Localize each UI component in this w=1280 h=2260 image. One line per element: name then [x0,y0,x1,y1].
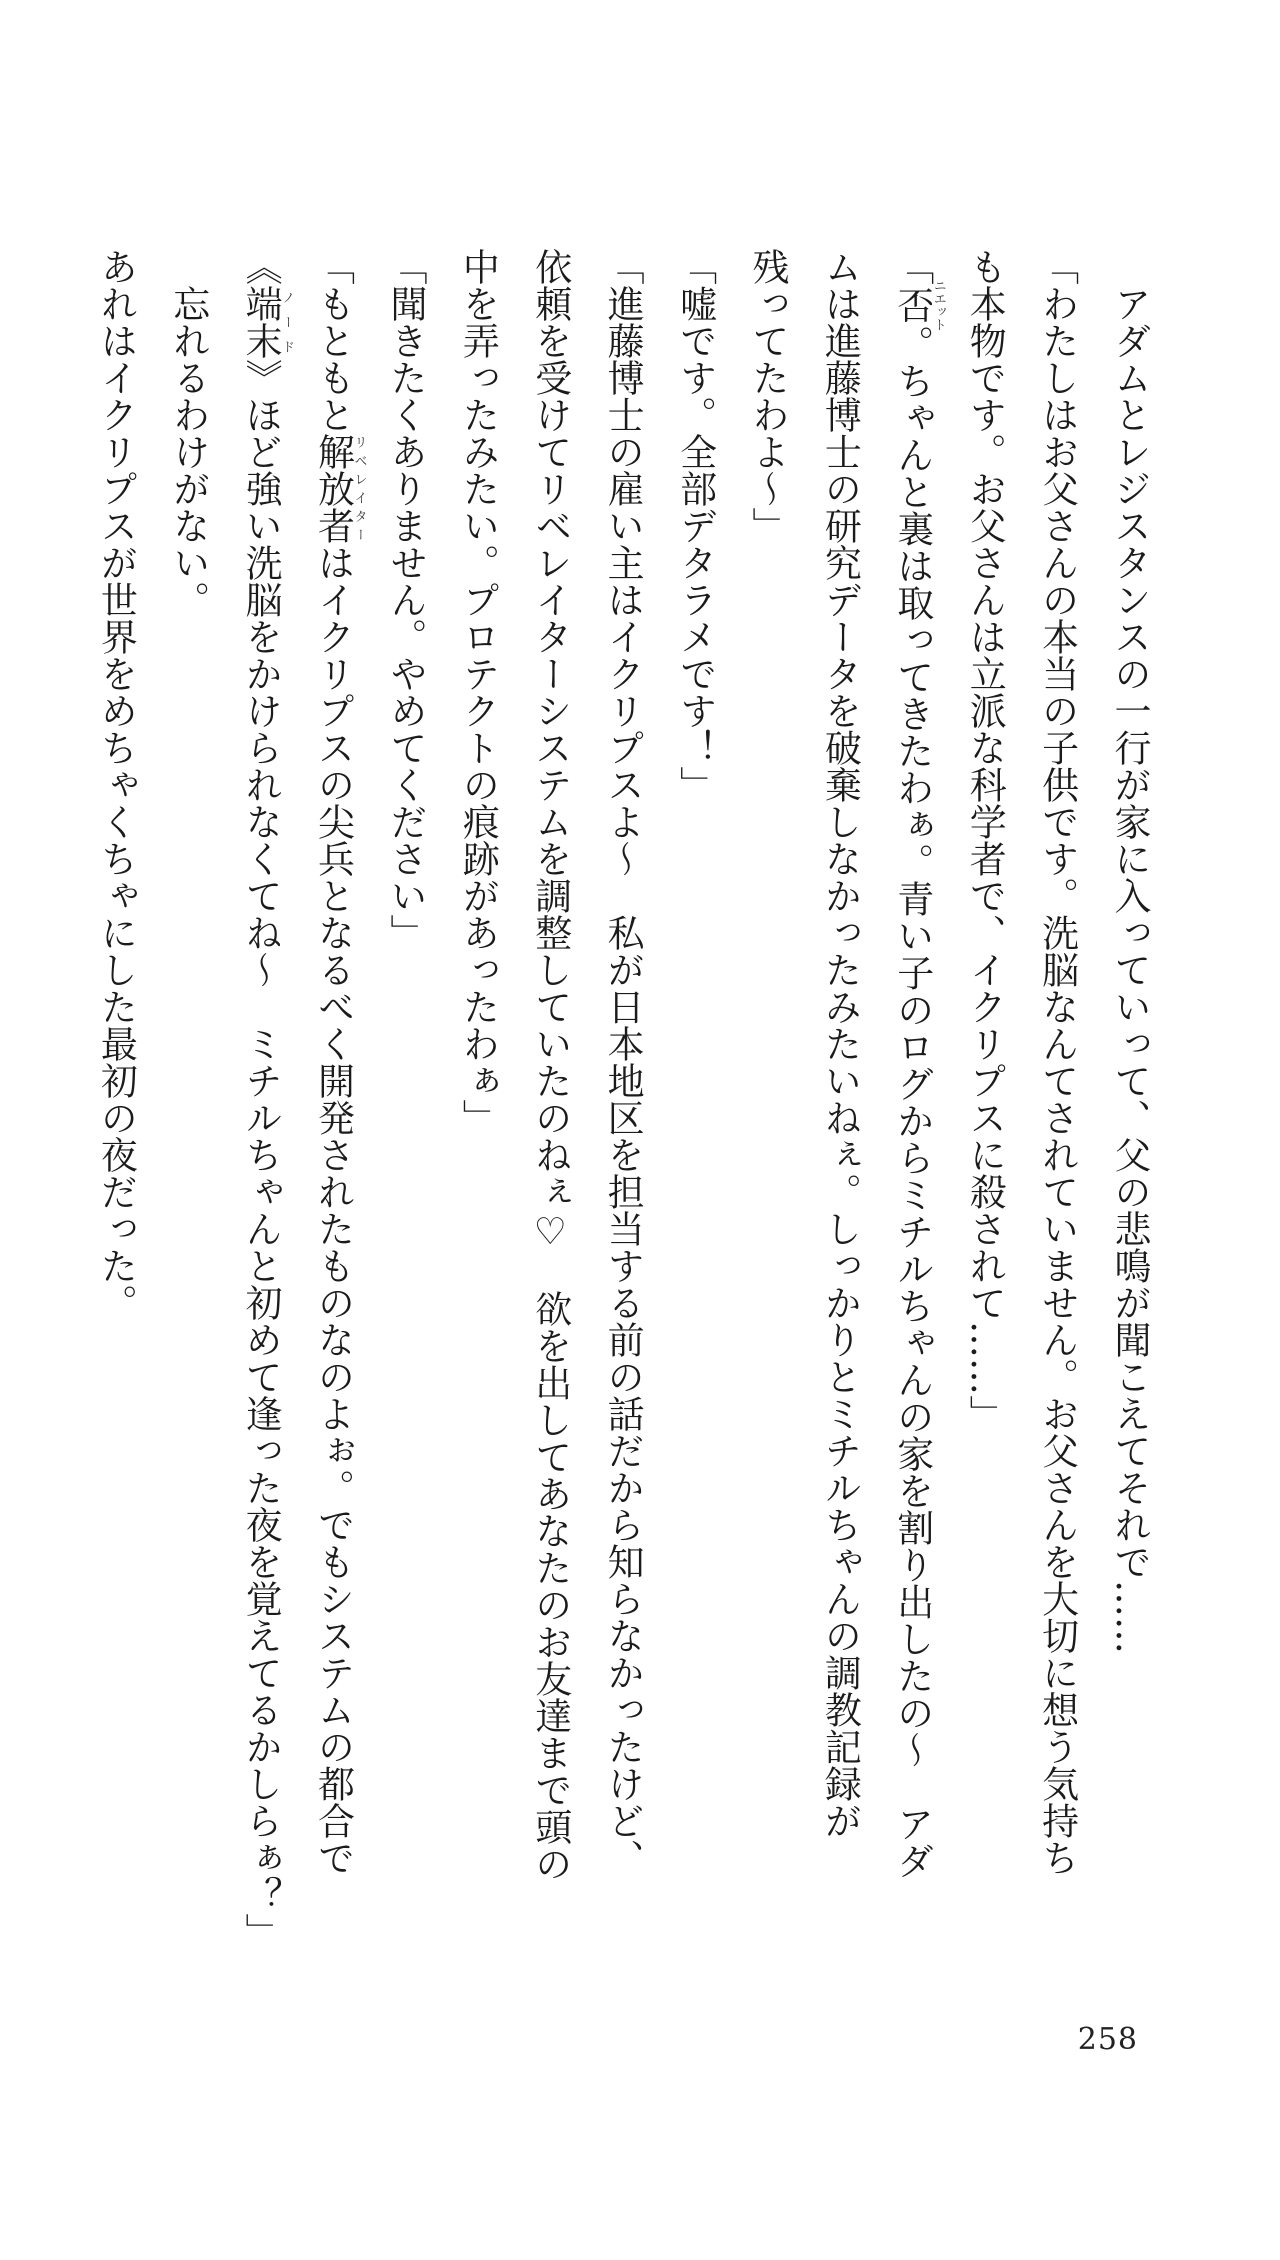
text-line: 残ってたわよ〜」 [745,248,789,544]
text-line: 「嘘です。全部デタラメです！」 [673,248,717,803]
text-line: も本物です。お父さんは立派な科学者で、イクリプスに殺されて……」 [963,248,1007,1432]
ruby-annotation: 否ニエット [890,279,946,331]
page-number: 258 [1077,2022,1138,2057]
text-line: 中を弄ったみたい。プロテクトの痕跡があったわぁ」 [456,248,500,1136]
ruby-annotation: 解放者リベレイター [311,433,367,544]
text-line: 「聞きたくありません。やめてください」 [383,248,427,951]
vertical-text-body [94,248,1165,2070]
text-line: 《端末ノード》ほど強い洗脳をかけられなくてね〜 ミチルちゃんと初めて逢った夜を覚えてるかしらぁ？」 [239,248,295,1950]
ruby-annotation: 端末ノード [239,285,295,359]
text-line: 依頼を受けてリベレイターシステムを調整していたのねぇ♡ 欲を出してあなたのお友達まで頭の [528,248,572,1882]
ruby-reading: ノード [279,285,295,359]
text-line: ムは進藤博士の研究データを破棄しなかったみたいねぇ。しっかりとミチルちゃんの調教記録が [818,248,862,1839]
text-line: アダムとレジスタンスの一行が家に入っていって、父の悲鳴が聞こえてそれで…… [1108,285,1151,1654]
text-line: 「進藤博士の雇い主はイクリプスよ〜 私が日本地区を担当する前の話だから知らなかったけど、 [601,248,645,1876]
text-line: 「否ニエット。ちゃんと裏は取ってきたわぁ。青い子のログからミチルちゃんの家を割り出したの〜 アダ [890,248,946,1879]
text-line: 「わたしはお父さんの本当の子供です。洗脳なんてされていません。お父さんを大切に想う気持ち [1035,248,1079,1876]
text-line: 忘れるわけがない。 [166,285,210,618]
text-line: あれはイクリプスが世界をめちゃくちゃにした最初の夜だった。 [94,248,138,1321]
ruby-reading: ニエット [930,279,946,331]
text-line: 「もともと解放者リベレイターはイクリプスの尖兵となるべく開発されたものなのよぉ。でもシステムの都合で [311,248,367,1876]
ruby-reading: リベレイター [351,433,367,544]
